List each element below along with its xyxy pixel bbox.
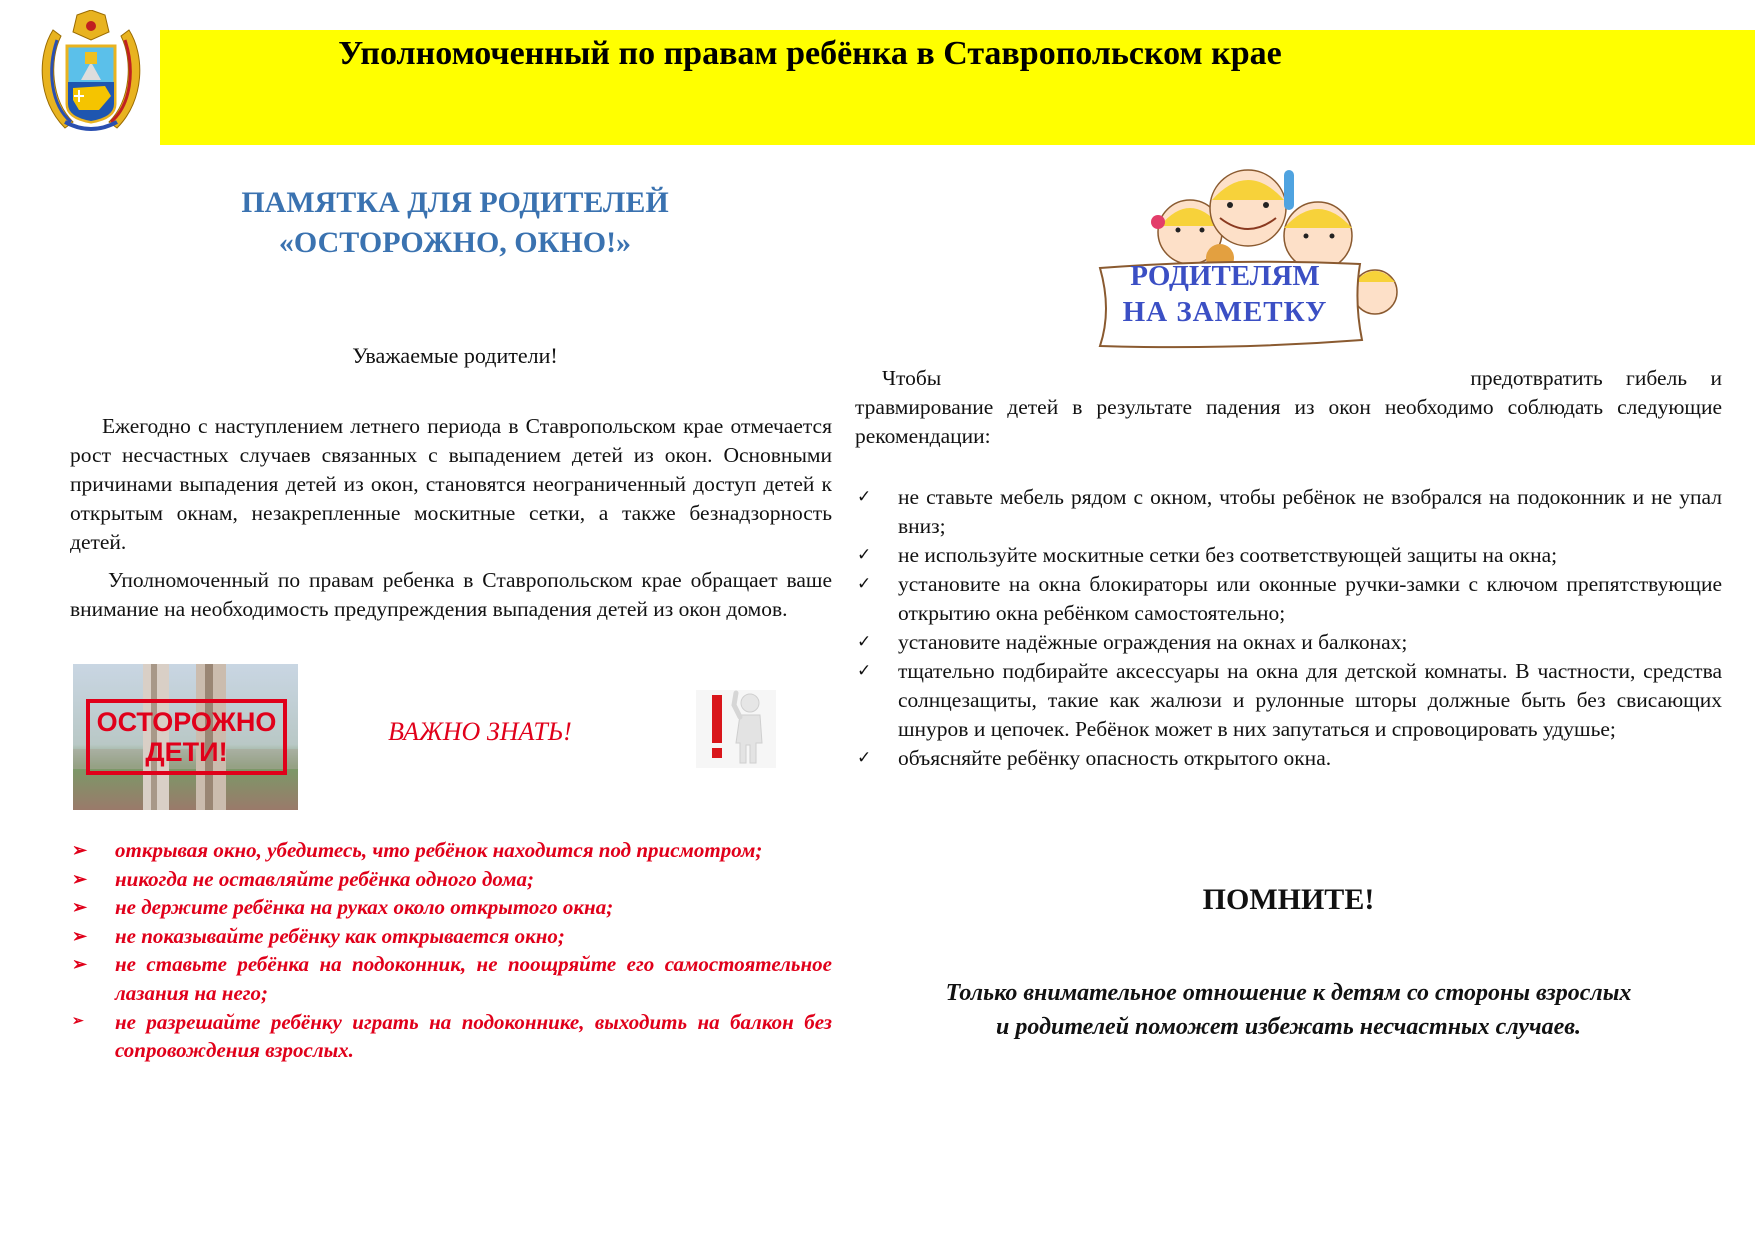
greeting: Уважаемые родители! [352, 343, 558, 368]
banner-line1: РОДИТЕЛЯМ [1130, 260, 1320, 292]
warning-item [70, 1008, 832, 1065]
warning-text: не показывайте ребёнку как открывается окно; [115, 923, 565, 948]
coat-of-arms-emblem [35, 10, 147, 136]
warning-item [70, 922, 832, 951]
recommendation-item [855, 570, 1722, 628]
intro-rest: травмирование детей в результате падения из окон необходимо соблюдать следующие рекомендации: [855, 395, 1722, 448]
recommendations-intro [855, 364, 1722, 451]
warnings-list [70, 836, 832, 1065]
arrow-bullet-icon: ➢ [72, 925, 88, 946]
recommendation-text: не ставьте мебель рядом с окном, чтобы ребёнок не взобрался на подоконник и не упал вниз; [898, 485, 1722, 538]
warning-text: не держите ребёнка на руках около открытого окна; [115, 895, 614, 920]
recommendations-list [855, 483, 1722, 773]
intro-word: Чтобы [882, 366, 942, 390]
remember-heading: ПОМНИТЕ! [1202, 883, 1375, 916]
exclamation-figure-icon [690, 685, 790, 770]
memo-title: ПАМЯТКА ДЛЯ РОДИТЕЛЕЙ [241, 186, 669, 219]
important-heading: ВАЖНО ЗНАТЬ! [388, 717, 572, 746]
arrow-bullet-icon: ➢ [72, 954, 88, 975]
warning-item [70, 865, 832, 894]
checkmark-icon: ✓ [857, 632, 872, 652]
intro-first-line [855, 364, 1722, 393]
intro-paragraph-text: Ежегодно с наступлением летнего периода в Ставропольском крае отмечается рост несчастных случаев связанных с выпадением детей из окон. Основными причинами выпадения детей из окон, становятся неограниченный доступ детей к открытым окнам, незакрепленные москитные сетки, а также безнадзорность детей. [70, 414, 832, 554]
recommendation-text: установите надёжные ограждения на окнах и балконах; [898, 630, 1408, 654]
warning-text: не разрешайте ребёнку играть на подоконнике, выходить на балкон без сопровождения взрослых. [115, 1009, 832, 1063]
checkmark-icon: ✓ [857, 574, 872, 594]
closing-quote-line2: и родителей поможет избежать несчастных случаев. [996, 1014, 1581, 1040]
memo-subtitle: «ОСТОРОЖНО, ОКНО!» [278, 226, 632, 259]
recommendation-text: объясняйте ребёнку опасность открытого окна. [898, 746, 1332, 770]
checkmark-icon: ✓ [857, 487, 872, 507]
intro-word: предотвратить гибель и [1470, 366, 1722, 390]
recommendation-item [855, 628, 1722, 657]
recommendation-text: не используйте москитные сетки без соответствующей защиты на окна; [898, 543, 1558, 567]
closing-quote [855, 976, 1722, 1044]
banner-line2: НА ЗАМЕТКУ [1122, 296, 1328, 328]
caution-children-photo [73, 664, 298, 810]
arrow-bullet-icon: ➢ [72, 897, 88, 918]
warning-text: никогда не оставляйте ребёнка одного дома; [115, 866, 534, 891]
parents-note-banner [1070, 160, 1415, 360]
closing-quote-line1: Только внимательное отношение к детям со стороны взрослых [945, 980, 1632, 1006]
recommendation-item [855, 483, 1722, 541]
recommendation-text: установите на окна блокираторы или оконные ручки-замки с ключом препятствующие открытию окна ребёнком самостоятельно; [898, 572, 1722, 625]
arrow-bullet-icon: ➢ [72, 840, 88, 860]
checkmark-icon: ✓ [857, 545, 872, 565]
warning-item [70, 893, 832, 922]
photo-caption-line2: ДЕТИ! [145, 737, 228, 767]
header-title: Уполномоченный по правам ребёнка в Ставропольском крае [338, 35, 1282, 72]
warning-item [70, 836, 832, 865]
intro-paragraph [70, 412, 832, 557]
recommendation-text: тщательно подбирайте аксессуары на окна для детской комнаты. В частности, средства солнцезащиты, такие как жалюзи и рулонные шторы должные быть без свисающих шнуров и цепочек. Ребёнок может в них запутаться и спровоцировать удушье; [898, 659, 1722, 741]
arrow-bullet-icon: ➢ [72, 868, 88, 889]
recommendation-item [855, 744, 1722, 773]
recommendation-item [855, 541, 1722, 570]
arrow-bullet-icon: ➢ [72, 1013, 84, 1029]
ombudsman-paragraph [70, 566, 832, 624]
checkmark-icon: ✓ [857, 661, 872, 681]
warning-text: открывая окно, убедитесь, что ребёнок находится под присмотром; [115, 838, 763, 862]
warning-item [70, 950, 832, 1007]
checkmark-icon: ✓ [857, 748, 872, 768]
photo-caption-line1: ОСТОРОЖНО [96, 707, 277, 737]
warning-text: не ставьте ребёнка на подоконник, не поощряйте его самостоятельное лазания на него; [115, 952, 832, 1005]
ombudsman-paragraph-text: Уполномоченный по правам ребенка в Ставропольском крае обращает ваше внимание на необходимость предупреждения выпадения детей из окон домов. [70, 568, 832, 621]
recommendation-item [855, 657, 1722, 744]
